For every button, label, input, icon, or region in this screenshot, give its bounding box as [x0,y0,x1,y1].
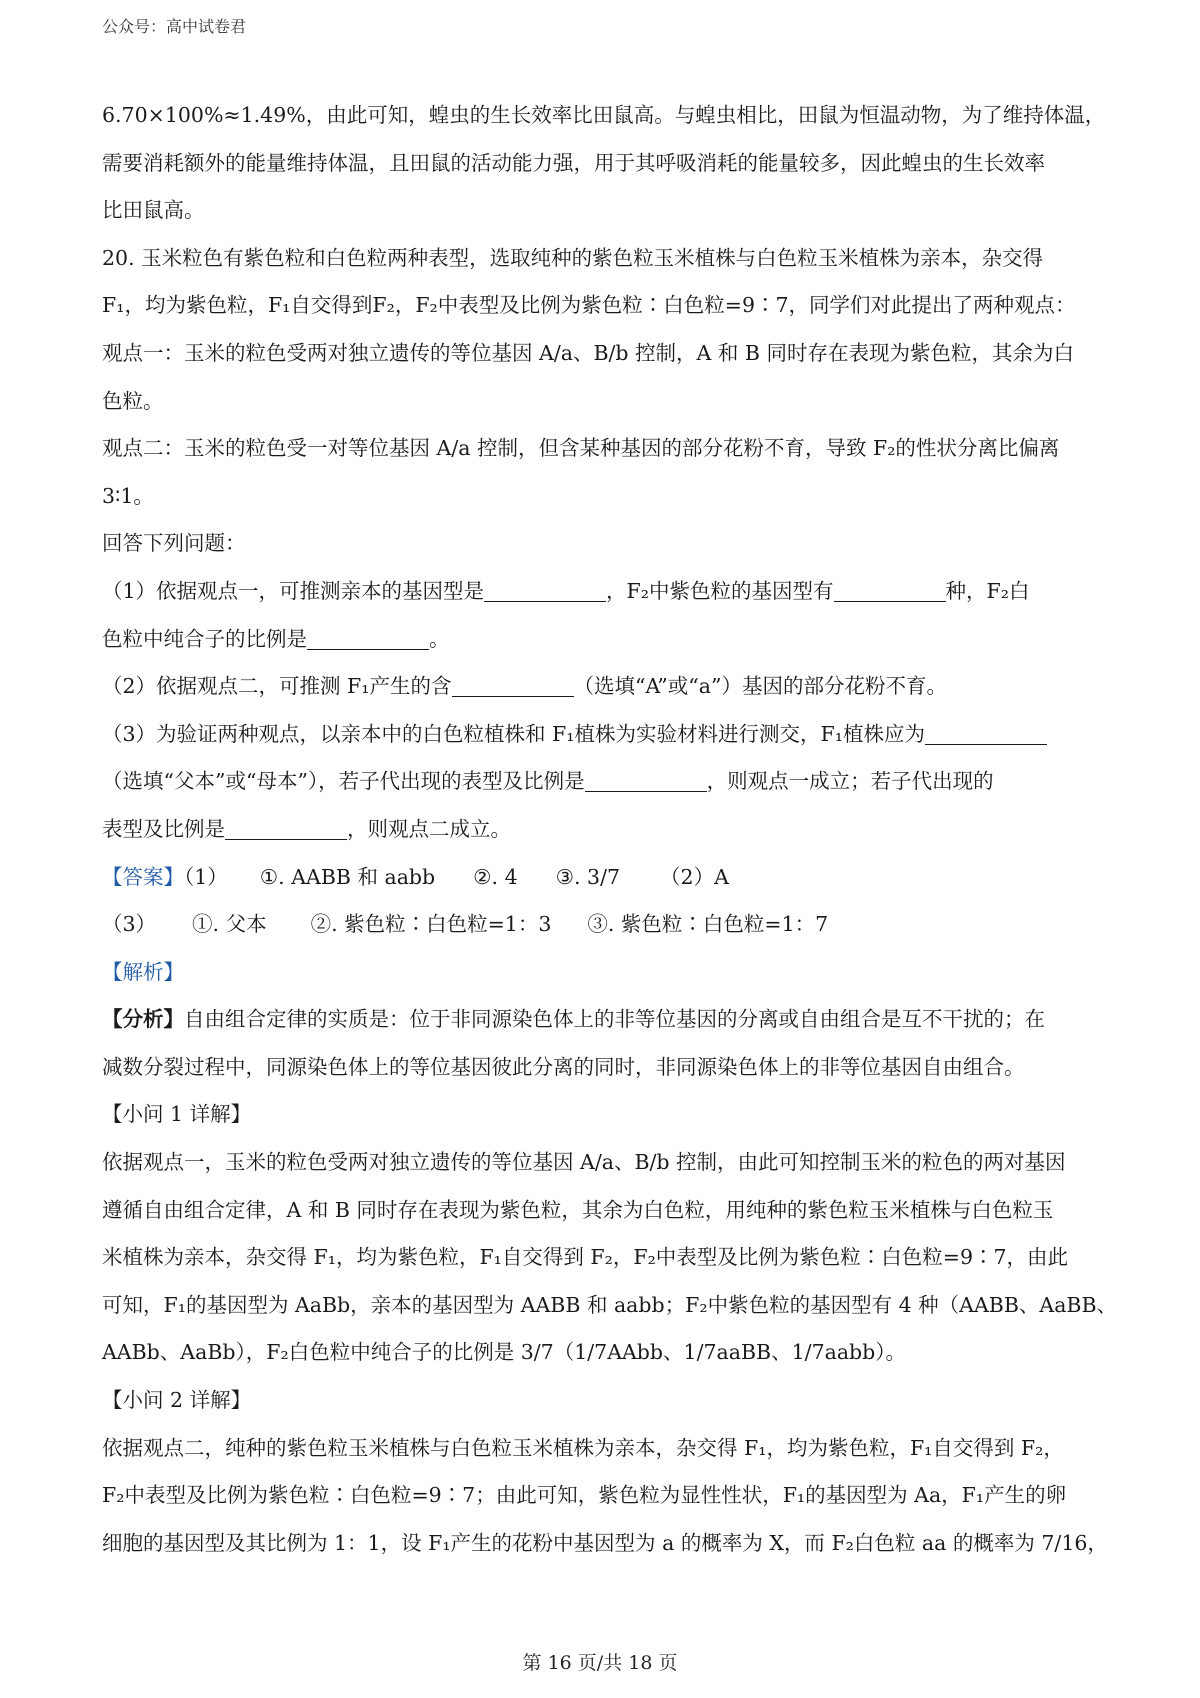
answer-blank[interactable] [925,722,1047,745]
subquestion-text: 种，F₂白 [945,578,1030,603]
analysis-line [102,996,1102,1044]
subquestion-2-heading: 【小问 2 详解】 [102,1388,252,1413]
subquestion-text: （选填“父本”或“母本”），若子代出现的表型及比例是 [102,769,585,794]
analysis-line: 依据观点二，纯种的紫色粒玉米植株与白色粒玉米植株为亲本，杂交得 F₁，均为紫色粒，F₁自交得到 F₂， [102,1435,1064,1460]
answer-part: ②. 紫色粒∶白色粒=1：3 [310,912,552,937]
answer-blank[interactable] [834,579,946,602]
answer-part: （3） [102,912,157,937]
page-number: 第 16 页/共 18 页 [522,1652,678,1674]
subquestion-1-cont [102,616,1102,664]
subquestion-1 [102,568,1102,616]
view-two-line: 3∶1。 [102,483,154,508]
answer-blank[interactable] [225,817,347,840]
subquestion-1-heading: 【小问 1 详解】 [102,1102,252,1127]
answer-label: 【答案】 [102,864,184,889]
subquestion-3-cont [102,806,1102,854]
answer-part: ②. 4 [473,864,518,889]
subquestion-text: 表型及比例是 [102,816,225,841]
analysis-text: 自由组合定律的实质是：位于非同源染色体上的非等位基因的分离或自由组合是互不干扰的；在 [184,1007,1045,1032]
view-one-line: 观点一：玉米的粒色受两对独立遗传的等位基因 A/a、B/b 控制，A 和 B 同时存在表现为紫色粒，其余为白 [102,340,1074,365]
subquestion-3 [102,711,1102,759]
subquestion-text: ，则观点二成立。 [347,816,511,841]
text-line: 比田鼠高。 [102,198,205,223]
text-line: 需要消耗额外的能量维持体温，且田鼠的活动能力强，用于其呼吸消耗的能量较多，因此蝗虫的生长效率 [102,150,1045,175]
analysis-line: F₂中表型及比例为紫色粒∶白色粒=9∶7；由此可知，紫色粒为显性性状，F₁的基因型为 Aa，F₁产生的卵 [102,1483,1067,1508]
subquestion-2 [102,663,1102,711]
text-line: 6.70×100%≈1.49%，由此可知，蝗虫的生长效率比田鼠高。与蝗虫相比，田鼠为恒温动物，为了维持体温， [102,103,1106,127]
view-one-line: 色粒。 [102,388,164,413]
analysis-sublabel: 【分析】 [102,1007,184,1032]
header-account: 公众号：高中试卷君 [102,17,247,36]
analysis-line: 减数分裂过程中，同源染色体上的等位基因彼此分离的同时，非同源染色体上的非等位基因自由组合。 [102,1054,1025,1079]
subquestion-text: （1）依据观点一，可推测亲本的基因型是 [102,578,485,603]
answer-part: （2）A [660,864,729,889]
document-body [102,92,1118,1567]
analysis-line: 米植株为亲本，杂交得 F₁，均为紫色粒，F₁自交得到 F₂，F₂中表型及比例为紫色粒∶白色粒=9∶7，由此 [102,1245,1069,1270]
question-20-line: F₁，均为紫色粒，F₁自交得到F₂，F₂中表型及比例为紫色粒∶白色粒=9∶7，同学们对此提出了两种观点： [102,293,1076,318]
answer-part: ③. 3/7 [555,864,621,889]
subquestion-text: （3）为验证两种观点，以亲本中的白色粒植株和 F₁植株为实验材料进行测交，F₁植株应为 [102,721,925,746]
subquestion-text: ，则观点一成立；若子代出现的 [706,769,994,794]
answer-blank[interactable] [585,769,707,792]
answer-part: ③. 紫色粒∶白色粒=1：7 [587,912,829,937]
answer-blank[interactable] [307,627,429,650]
answer-line-1 [102,854,1102,902]
analysis-line: 依据观点一，玉米的粒色受两对独立遗传的等位基因 A/a、B/b 控制，由此可知控制玉米的粒色的两对基因 [102,1150,1066,1175]
subquestion-text: 色粒中纯合子的比例是 [102,626,307,651]
view-two-line: 观点二：玉米的粒色受一对等位基因 A/a 控制，但含某种基因的部分花粉不育，导致 F₂的性状分离比偏离 [102,436,1060,461]
analysis-line: 细胞的基因型及其比例为 1：1，设 F₁产生的花粉中基因型为 a 的概率为 X，而 F₂白色粒 aa 的概率为 7/16， [102,1530,1108,1555]
analysis-label: 【解析】 [102,959,184,984]
subquestion-3-cont [102,758,1102,806]
subquestion-text: ，F₂中紫色粒的基因型有 [606,578,834,603]
answer-line-2 [102,901,1102,949]
answer-prompt: 回答下列问题： [102,531,246,556]
subquestion-text: （2）依据观点二，可推测 F₁产生的含 [102,674,452,699]
answer-part: ①. AABB 和 aabb [259,864,436,889]
answer-part: ①. 父本 [192,912,267,937]
answer-blank[interactable] [452,674,574,697]
subquestion-text: （选填“A”或“a”）基因的部分花粉不育。 [573,674,947,699]
analysis-line: AABb、AaBb），F₂白色粒中纯合子的比例是 3/7（1/7AAbb、1/7aaBB、1/7aabb）。 [102,1340,907,1365]
analysis-line: 遵循自由组合定律，A 和 B 同时存在表现为紫色粒，其余为白色粒，用纯种的紫色粒玉米植株与白色粒玉 [102,1197,1054,1222]
answer-part: （1） [184,864,228,889]
answer-blank[interactable] [484,579,606,602]
analysis-line: 可知，F₁的基因型为 AaBb，亲本的基因型为 AABB 和 aabb；F₂中紫色粒的基因型有 4 种（AABB、AaBB、 [102,1292,1118,1317]
question-20-line: 20. 玉米粒色有紫色粒和白色粒两种表型，选取纯种的紫色粒玉米植株与白色粒玉米植株为亲本，杂交得 [102,245,1044,270]
subquestion-text: 。 [429,626,450,651]
